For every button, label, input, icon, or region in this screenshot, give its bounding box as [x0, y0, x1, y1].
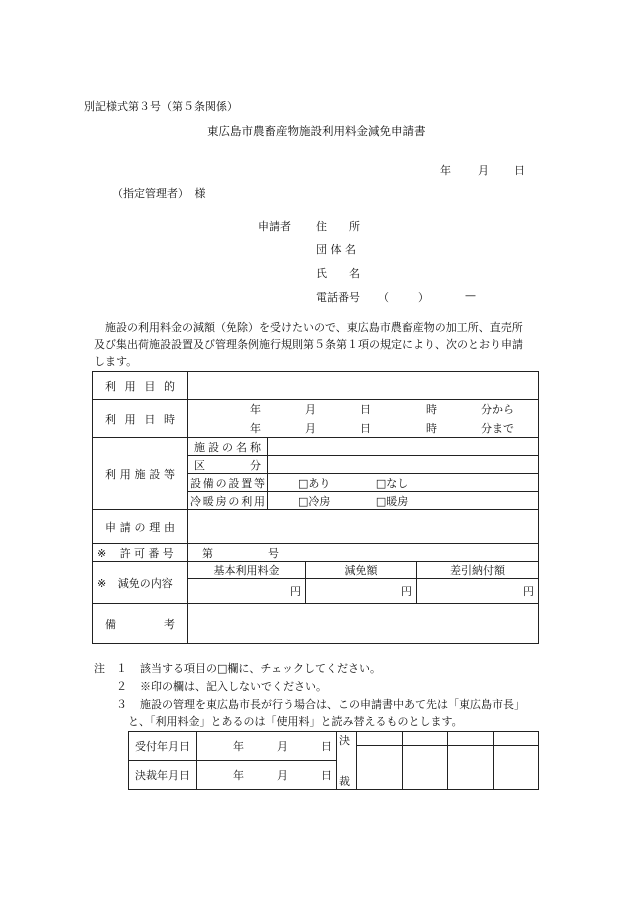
document-title: 東広島市農畜産物施設利用料金減免申請書	[207, 124, 426, 138]
note-3-number: ３	[116, 698, 127, 711]
col-basic-fee: 基本利用料金	[188, 562, 306, 579]
approval-stamp-2[interactable]	[403, 746, 448, 790]
yen-unit: 円	[523, 585, 535, 598]
exemption-text: 減免の内容	[117, 576, 173, 590]
phone-paren-close: ）	[418, 291, 429, 304]
aircon-label: 冷暖房の利用	[188, 492, 268, 510]
approval-header-2	[403, 732, 448, 746]
reason-label: 申請の理由	[93, 510, 188, 544]
equipment-label: 設備の設置等	[188, 474, 268, 492]
datetime-from[interactable]: 年 月 日 時 分から	[188, 400, 539, 419]
approval-stamp-4[interactable]	[494, 746, 539, 790]
form-number: 別記様式第３号（第５条関係）	[84, 100, 238, 113]
facility-name-label: 施設の名称	[188, 438, 268, 456]
received-date-label: 受付年月日	[129, 732, 197, 761]
decision-date-label: 決裁年月日	[129, 761, 197, 790]
received-date-field[interactable]: 年 月 日	[197, 732, 337, 761]
basic-fee-field[interactable]	[188, 579, 306, 604]
approval-header-1	[357, 732, 403, 746]
permit-text: 許可番号	[119, 546, 177, 560]
col-reduction: 減免額	[306, 562, 417, 579]
equipment-options	[268, 474, 539, 492]
aircon-options	[268, 492, 539, 510]
equipment-no-checkbox[interactable]: □なし	[375, 476, 409, 490]
applicant-name-label: 氏 名	[316, 267, 360, 280]
approval-header-3	[448, 732, 494, 746]
yen-unit: 円	[401, 585, 412, 598]
addressee: （指定管理者） 様	[112, 187, 206, 200]
applicant-label: 申請者	[258, 220, 291, 233]
permit-mark: ※	[97, 546, 107, 560]
approval-stamp-1[interactable]	[357, 746, 403, 790]
purpose-field[interactable]	[188, 372, 539, 400]
datetime-label: 利用日時	[93, 400, 188, 438]
intro-line-3: します。	[94, 355, 138, 368]
intro-line-2: 及び集出荷施設設置及び管理条例施行規則第５条第１項の規定により、次のとおり申請	[94, 338, 523, 351]
datetime-to[interactable]: 年 月 日 時 分まで	[188, 419, 539, 438]
approval-stamp-3[interactable]	[448, 746, 494, 790]
permit-label	[93, 544, 188, 562]
facility-name-field[interactable]	[268, 438, 539, 456]
date-month: 月	[478, 164, 489, 177]
phone-dash: —	[465, 289, 476, 302]
note-3-continuation: と、「利用料金」とあるのは「使用料」と読み替えるものとします。	[128, 715, 463, 728]
category-field[interactable]	[268, 456, 539, 474]
cooling-checkbox[interactable]: □冷房	[298, 494, 331, 508]
office-use-table	[128, 731, 539, 790]
equipment-yes-checkbox[interactable]: □あり	[298, 476, 331, 490]
note-3-text: 施設の管理を東広島市長が行う場合は、この申請書中あて先は「東広島市長」	[140, 698, 525, 711]
category-label: 区 分	[188, 456, 268, 474]
col-payment: 差引納付額	[417, 562, 539, 579]
purpose-label: 利用目的	[93, 372, 188, 400]
reduction-field[interactable]	[306, 579, 417, 604]
permit-number-field[interactable]: 第 号	[188, 544, 539, 562]
intro-line-1: 施設の利用料金の減額（免除）を受けたいので、東広島市農畜産物の加工所、直売所	[94, 321, 523, 334]
facility-label: 利用施設等	[93, 438, 188, 510]
note-2-text: ※印の欄は、記入しないでください。	[140, 680, 327, 693]
approval-header-4	[494, 732, 539, 746]
note-1-text: 該当する項目の□欄に、チェックしてください。	[140, 662, 382, 675]
applicant-phone-label: 電話番号	[316, 291, 360, 304]
note-2-number: ２	[116, 680, 127, 693]
application-table	[92, 371, 539, 644]
note-1-number: １	[116, 662, 127, 675]
reason-field[interactable]	[188, 510, 539, 544]
heating-checkbox[interactable]: □暖房	[375, 494, 409, 508]
exemption-label	[93, 562, 188, 604]
approval-label-bottom: 裁	[337, 761, 357, 790]
payment-field[interactable]	[417, 579, 539, 604]
exemption-mark: ※	[97, 576, 107, 590]
date-day: 日	[514, 164, 525, 177]
decision-date-field[interactable]: 年 月 日	[197, 761, 337, 790]
remarks-label: 備考	[93, 604, 188, 644]
date-year: 年	[440, 164, 451, 177]
yen-unit: 円	[290, 585, 301, 598]
applicant-address-label: 住 所	[316, 220, 360, 233]
phone-paren-open: （	[378, 291, 389, 304]
applicant-organization-label: 団 体 名	[316, 243, 356, 256]
remarks-field[interactable]	[188, 604, 539, 644]
notes-prefix: 注	[94, 662, 105, 675]
approval-label-top: 決	[337, 732, 357, 761]
